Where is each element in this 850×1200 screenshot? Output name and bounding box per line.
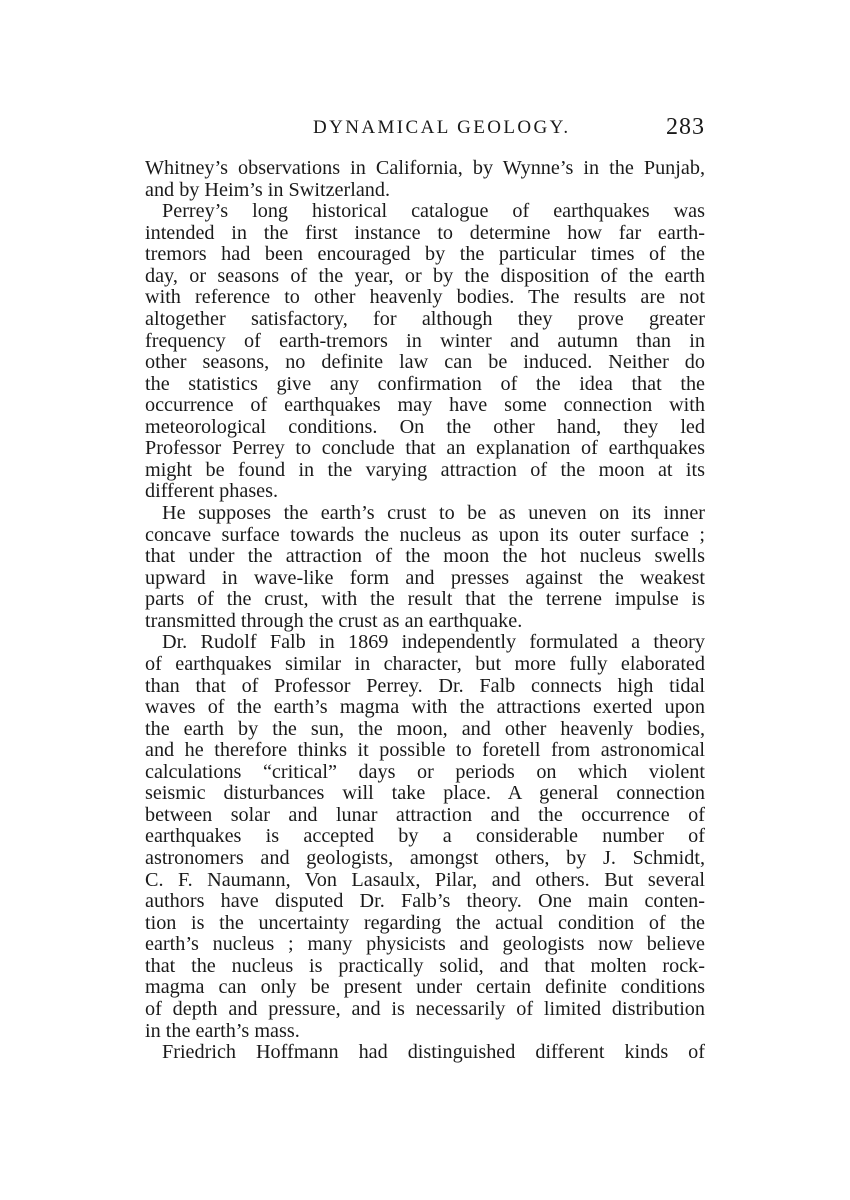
text-line: astronomers and geologists, amongst others, by J. Schmidt, xyxy=(145,847,705,869)
text-line: and by Heim’s in Switzerland. xyxy=(145,178,391,201)
text-line: authors have disputed Dr. Falb’s theory. One main conten- xyxy=(145,890,705,913)
text-line: parts of the crust, with the result that the terrene impulse is xyxy=(145,588,705,611)
running-title: DYNAMICAL GEOLOGY. xyxy=(313,117,571,138)
text-line: tion is the uncertainty regarding the actual condition of the xyxy=(145,911,705,934)
text-line: the earth by the sun, the moon, and other heavenly bodies, xyxy=(145,717,705,740)
text-line: seismic disturbances will take place. A general connection xyxy=(145,782,705,805)
page-number: 283 xyxy=(666,114,705,140)
text-line: of depth and pressure, and is necessarily of limited distribution xyxy=(145,997,705,1020)
text-line: between solar and lunar attraction and the occurrence of xyxy=(145,803,705,826)
text-line: intended in the first instance to determine how far earth- xyxy=(145,221,705,244)
text-line: Perrey’s long historical catalogue of earthquakes was xyxy=(162,200,705,223)
text-line: with reference to other heavenly bodies. The results are not xyxy=(145,286,705,309)
text-line: Professor Perrey to conclude that an explanation of earthquakes xyxy=(145,437,705,460)
text-line: that the nucleus is practically solid, and that molten rock- xyxy=(145,954,705,977)
body-text xyxy=(145,158,705,1064)
text-line: upward in wave-like form and presses against the weakest xyxy=(145,566,705,589)
text-line: meteorological conditions. On the other hand, they led xyxy=(145,415,705,438)
text-line: altogether satisfactory, for although they prove greater xyxy=(145,307,705,330)
text-line: in the earth’s mass. xyxy=(145,1019,300,1042)
text-line: occurrence of earthquakes may have some connection with xyxy=(145,394,705,417)
text-line: magma can only be present under certain definite conditions xyxy=(145,976,705,999)
text-line: and he therefore thinks it possible to foretell from astronomical xyxy=(145,739,705,762)
text-line: other seasons, no definite law can be induced. Neither do xyxy=(145,351,705,374)
text-line: of earthquakes similar in character, but more fully elaborated xyxy=(145,652,705,675)
text-line: tremors had been encouraged by the particular times of the xyxy=(145,243,705,266)
text-line: earthquakes is accepted by a considerable number of xyxy=(145,825,705,848)
text-line: Friedrich Hoffmann had distinguished different kinds of xyxy=(162,1041,705,1064)
text-line: than that of Professor Perrey. Dr. Falb connects high tidal xyxy=(145,674,705,697)
text-line: earth’s nucleus ; many physicists and geologists now believe xyxy=(145,933,705,956)
text-line: the statistics give any confirmation of the idea that the xyxy=(145,372,705,395)
text-line: different phases. xyxy=(145,480,279,503)
text-line: He supposes the earth’s crust to be as uneven on its inner xyxy=(162,502,705,524)
text-line: that under the attraction of the moon the hot nucleus swells xyxy=(145,545,705,568)
text-line: C. F. Naumann, Von Lasaulx, Pilar, and others. But several xyxy=(145,868,705,891)
text-line: Dr. Rudolf Falb in 1869 independently formulated a theory xyxy=(162,631,705,654)
text-line: waves of the earth’s magma with the attractions exerted upon xyxy=(145,696,705,719)
text-line: might be found in the varying attraction of the moon at its xyxy=(145,458,705,481)
text-line: transmitted through the crust as an earthquake. xyxy=(145,609,523,632)
text-line: concave surface towards the nucleus as upon its outer surface ; xyxy=(145,523,705,546)
text-line: calculations “critical” days or periods on which violent xyxy=(145,760,705,783)
text-line: Whitney’s observations in California, by Wynne’s in the Punjab, xyxy=(145,157,705,179)
running-head xyxy=(145,114,705,147)
text-line: frequency of earth-tremors in winter and autumn than in xyxy=(145,329,705,352)
text-line: day, or seasons of the year, or by the disposition of the earth xyxy=(145,264,705,287)
